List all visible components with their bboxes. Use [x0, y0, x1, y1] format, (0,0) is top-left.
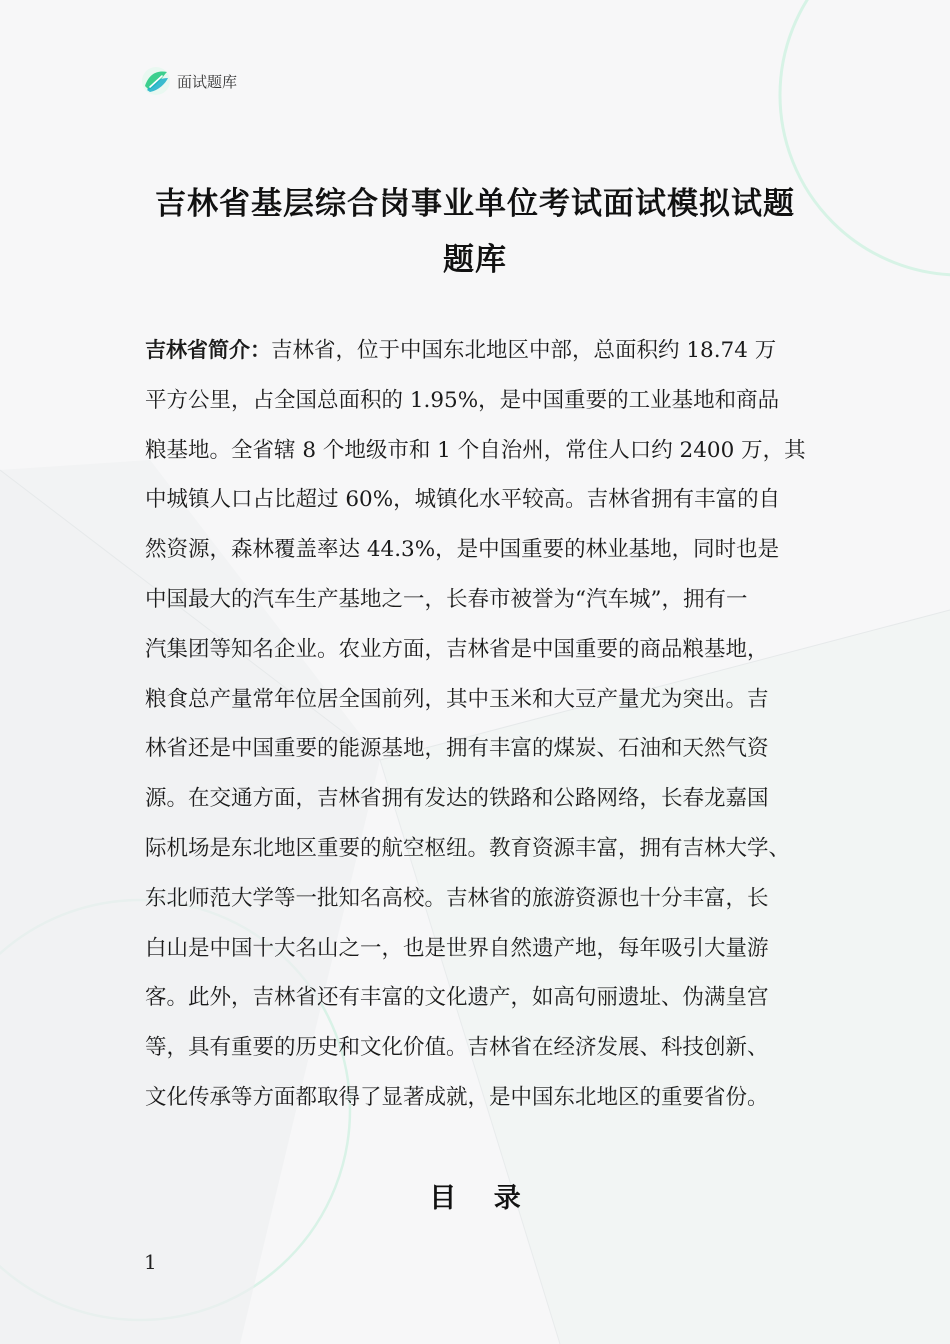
intro-line: 平方公里，占全国总面积的 1.95%，是中国重要的工业基地和商品: [145, 387, 780, 413]
intro-line: 白山是中国十大名山之一，也是世界自然遗产地，每年吸引大量游: [145, 935, 769, 961]
intro-text: 吉林省，位于中国东北地区中部，总面积约 18.74 万: [271, 338, 777, 363]
intro-line: [145, 326, 825, 376]
intro-line: 源。在交通方面，吉林省拥有发达的铁路和公路网络，长春龙嘉国: [145, 786, 769, 812]
intro-line: 文化传承等方面都取得了显著成就，是中国东北地区的重要省份。: [145, 1084, 769, 1110]
leaf-logo-icon: [141, 66, 171, 96]
intro-line: 林省还是中国重要的能源基地，拥有丰富的煤炭、石油和天然气资: [145, 736, 769, 762]
intro-line: 粮基地。全省辖 8 个地级市和 1 个自治州，常住人口约 2400 万，其: [145, 437, 806, 463]
header-logo: [141, 66, 237, 96]
intro-label: 吉林省简介：: [145, 338, 271, 362]
document-title: [120, 176, 830, 288]
intro-line: 汽集团等知名企业。农业方面，吉林省是中国重要的商品粮基地，: [145, 636, 769, 662]
intro-line: 粮食总产量常年位居全国前列，其中玉米和大豆产量尤为突出。吉: [145, 686, 769, 712]
intro-paragraph: [145, 326, 825, 1123]
intro-line: 然资源，森林覆盖率达 44.3%，是中国重要的林业基地，同时也是: [145, 537, 780, 563]
intro-line: 中城镇人口占比超过 60%，城镇化水平较高。吉林省拥有丰富的自: [145, 487, 781, 513]
toc-heading: [0, 1176, 950, 1215]
page-number: 1: [144, 1250, 157, 1274]
intro-line: 中国最大的汽车生产基地之一，长春市被誉为“汽车城”，拥有一: [145, 586, 748, 612]
title-line: 吉林省基层综合岗事业单位考试面试模拟试题: [155, 186, 795, 222]
intro-line: 等，具有重要的历史和文化价值。吉林省在经济发展、科技创新、: [145, 1035, 769, 1061]
title-line: 题库: [443, 242, 507, 278]
toc-heading-text: 目 录: [429, 1183, 521, 1214]
intro-line: 际机场是东北地区重要的航空枢纽。教育资源丰富，拥有吉林大学、: [145, 835, 791, 861]
logo-text: 面试题库: [177, 72, 238, 91]
intro-line: 客。此外，吉林省还有丰富的文化遗产，如高句丽遗址、伪满皇宫: [145, 985, 769, 1011]
intro-line: 东北师范大学等一批知名高校。吉林省的旅游资源也十分丰富，长: [145, 885, 769, 911]
